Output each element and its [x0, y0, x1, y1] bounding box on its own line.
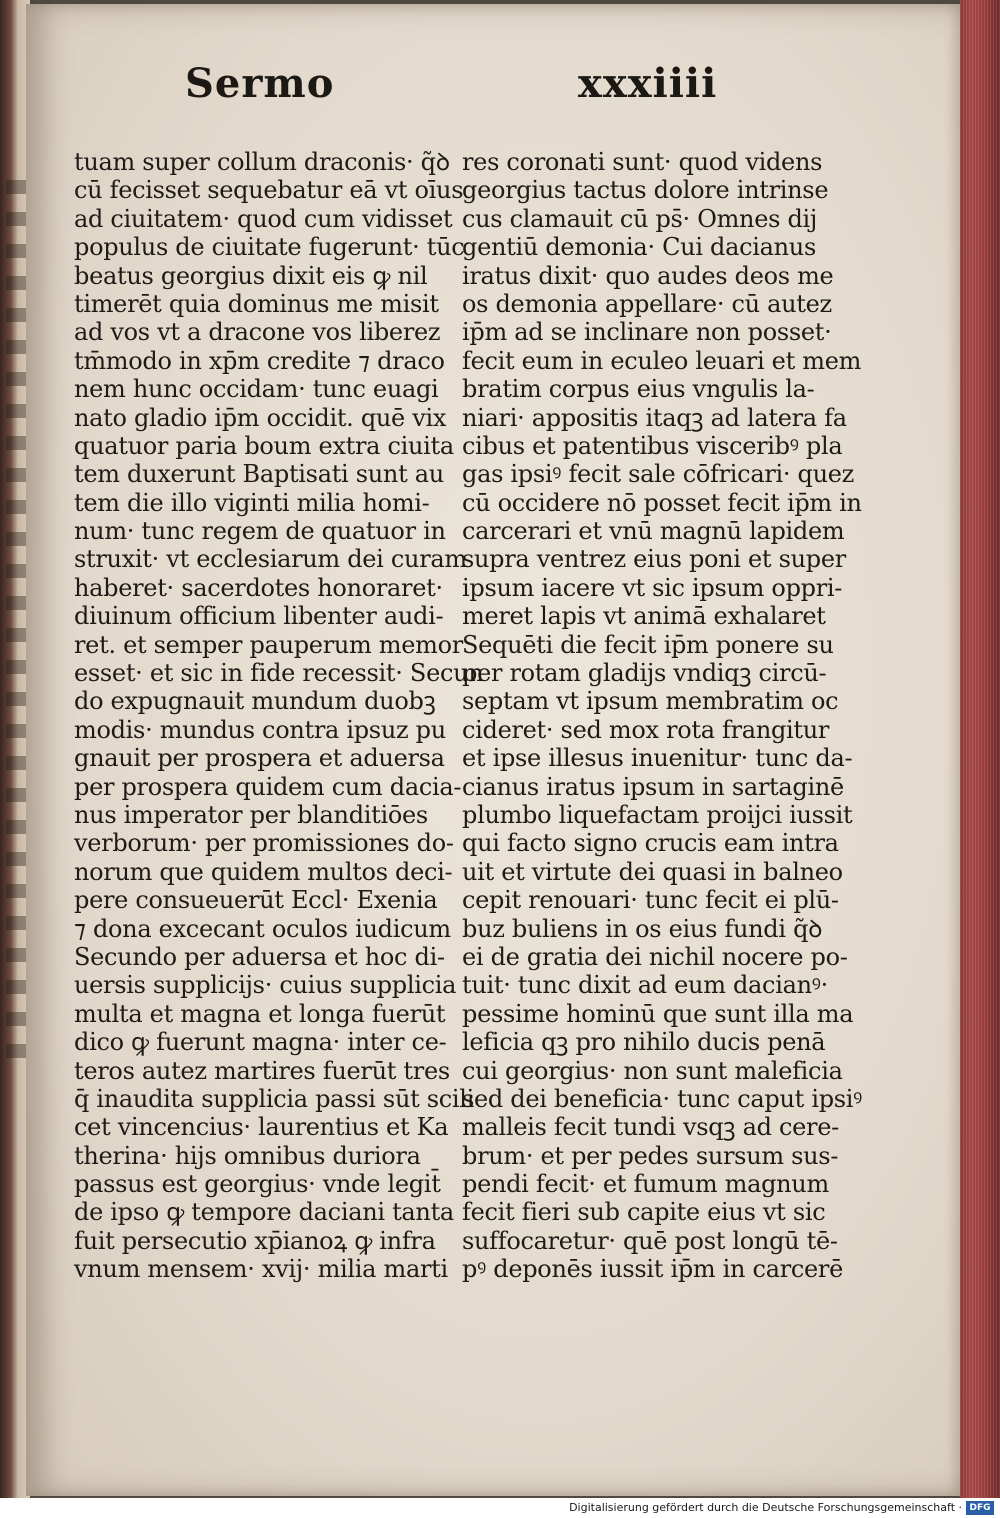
text-line: Sequēti die fecit ip̄m ponere su: [462, 630, 834, 659]
running-title: Sermo: [185, 60, 335, 107]
text-line: nato gladio ip̄m occidit. quē vix: [74, 403, 447, 432]
text-line: esset· et sic in fide recessit· Secun: [74, 659, 484, 688]
text-line: ipsum iacere vt sic ipsum oppri-: [462, 573, 843, 602]
text-line: os demonia appellare· cū autez: [462, 289, 832, 318]
page-block-fore-edge: [960, 0, 1000, 1498]
text-line: cus clamauit cū ps̄· Omnes dij: [462, 204, 818, 233]
text-line: populus de ciuitate fugerunt· tūc: [74, 233, 465, 262]
text-line: pendi fecit· et fumum magnum: [462, 1170, 829, 1199]
text-line: qui facto signo crucis eam intra: [462, 829, 839, 858]
text-line: Secundo per aduersa et hoc di-: [74, 942, 445, 971]
text-line: beatus georgius dixit eis ꝙ nil: [74, 261, 428, 290]
text-line: meret lapis vt animā exhalaret: [462, 602, 826, 631]
text-line: fecit eum in eculeo leuari et mem: [462, 346, 862, 375]
text-line: per rotam gladijs vndiqꝫ circū-: [462, 659, 827, 688]
adjacent-page-text-fragment: [6, 180, 28, 1060]
text-line: fecit fieri sub capite eius vt sic: [462, 1198, 826, 1227]
text-line: pessime hominū que sunt illa ma: [462, 999, 854, 1028]
text-line: ⁊ dona excecant oculos iudicum: [74, 914, 451, 943]
text-line: cū fecisset sequebatur eā vt oīus: [74, 176, 464, 205]
text-line: ip̄m ad se inclinare non posset·: [462, 318, 832, 347]
text-line: uit et virtute dei quasi in balneo: [462, 857, 843, 886]
text-line: tem die illo viginti milia homi-: [74, 488, 430, 517]
text-line: gas ipsiꝰ fecit sale cōfricari· quez: [462, 460, 855, 489]
text-line: gentiū demonia· Cui dacianus: [462, 233, 816, 262]
text-line: num· tunc regem de quatuor in: [74, 517, 446, 546]
text-line: brum· et per pedes sursum sus-: [462, 1141, 839, 1170]
text-line: diuinum officium libenter audi-: [74, 602, 444, 631]
text-line: haberet· sacerdotes honoraret·: [74, 573, 443, 602]
text-line: res coronati sunt· quod videns: [462, 148, 823, 176]
text-line: gnauit per prospera et aduersa: [74, 744, 445, 773]
text-line: nem hunc occidam· tunc euagi: [74, 375, 439, 404]
text-line: ei de gratia dei nichil nocere po-: [462, 942, 848, 971]
right-text-column: [462, 148, 863, 1284]
text-line: ad vos vt a dracone vos liberez: [74, 318, 441, 347]
left-text-column: [74, 148, 484, 1284]
text-line: de ipso ꝙ tempore daciani tanta: [74, 1198, 454, 1227]
text-line: uersis supplicijs· cuius supplicia: [74, 971, 457, 1000]
text-line: buz buliens in os eius fundi q̃ꝺ: [462, 914, 823, 943]
text-line: quatuor paria boum extra ciuita: [74, 431, 454, 460]
text-line: tuam super collum draconis· q̃ꝺ: [74, 148, 450, 176]
text-line: niari· appositis itaqꝫ ad latera fa: [462, 403, 847, 432]
text-line: modis· mundus contra ipsuz pu: [74, 715, 446, 744]
text-line: ad ciuitatem· quod cum vidisset: [74, 204, 453, 233]
text-line: fuit persecutio xp̄ianoꝝ ꝙ infra: [74, 1226, 436, 1255]
folio-number: xxxiiii: [578, 60, 718, 107]
text-line: ret. et semper pauperum memor: [74, 630, 463, 659]
text-line: suffocaretur· quē post longū tē-: [462, 1226, 838, 1255]
text-line: georgius tactus dolore intrinse: [462, 176, 829, 205]
text-line: norum que quidem multos deci-: [74, 857, 453, 886]
text-line: teros autez martires fuerūt tres: [74, 1056, 450, 1085]
text-line: multa et magna et longa fuerūt: [74, 999, 446, 1028]
text-line: pꝰ deponēs iussit ip̄m in carcerē: [462, 1255, 843, 1284]
text-line: et ipse illesus inuenitur· tunc da-: [462, 744, 853, 773]
text-line: struxit· vt ecclesiarum dei curam: [74, 545, 467, 574]
text-line: sed dei beneficia· tunc caput ipsiꝰ: [462, 1084, 863, 1113]
text-line: cideret· sed mox rota frangitur: [462, 715, 830, 744]
dfg-logo-icon: DFG: [966, 1501, 994, 1515]
text-line: vnum mensem· xvij· milia marti: [74, 1255, 448, 1284]
text-line: cibus et patentibus visceribꝰ pla: [462, 431, 843, 460]
text-line: pere consueuerūt Eccl· Exenia: [74, 886, 438, 915]
text-line: supra ventrez eius poni et super: [462, 545, 846, 574]
text-line: malleis fecit tundi vsqꝫ ad cere-: [462, 1113, 839, 1142]
text-line: iratus dixit· quo audes deos me: [462, 261, 834, 290]
footer-credit: Digitalisierung gefördert durch die Deutsche Forschungsgemeinschaft ·: [569, 1501, 962, 1514]
text-line: per prospera quidem cum dacia-: [74, 772, 462, 801]
text-line: timerēt quia dominus me misit: [74, 289, 439, 318]
text-line: cui georgius· non sunt maleficia: [462, 1056, 843, 1085]
text-line: carcerari et vnū magnū lapidem: [462, 517, 845, 546]
digitization-footer: [0, 1498, 1000, 1518]
text-line: do expugnauit mundum duobꝫ: [74, 687, 436, 716]
text-line: cianus iratus ipsum in sartaginē: [462, 772, 844, 801]
text-line: cepit renouari· tunc fecit ei plū-: [462, 886, 839, 915]
text-line: septam vt ipsum membratim oc: [462, 687, 839, 716]
text-line: tm̄modo in xp̄m credite ⁊ draco: [74, 346, 445, 375]
text-line: q̄ inaudita supplicia passi sūt scili: [74, 1084, 475, 1113]
text-line: tem duxerunt Baptisati sunt au: [74, 460, 444, 489]
text-line: nus imperator per blanditiōes: [74, 800, 428, 829]
text-line: tuit· tunc dixit ad eum dacianꝰ·: [462, 971, 828, 1000]
text-line: dico ꝙ fuerunt magna· inter ce-: [74, 1028, 447, 1057]
text-line: leficia qꝫ pro nihilo ducis penā: [462, 1028, 826, 1057]
text-line: cū occidere nō posset fecit ip̄m in: [462, 488, 862, 517]
text-line: therina· hijs omnibus duriora: [74, 1141, 421, 1170]
text-line: cet vincencius· laurentius et Ka: [74, 1113, 449, 1142]
text-line: passus est georgius· vnde legit̄: [74, 1170, 441, 1199]
text-line: bratim corpus eius vngulis la-: [462, 375, 815, 404]
text-line: verborum· per promissiones do-: [74, 829, 454, 858]
text-line: plumbo liquefactam proijci iussit: [462, 800, 853, 829]
